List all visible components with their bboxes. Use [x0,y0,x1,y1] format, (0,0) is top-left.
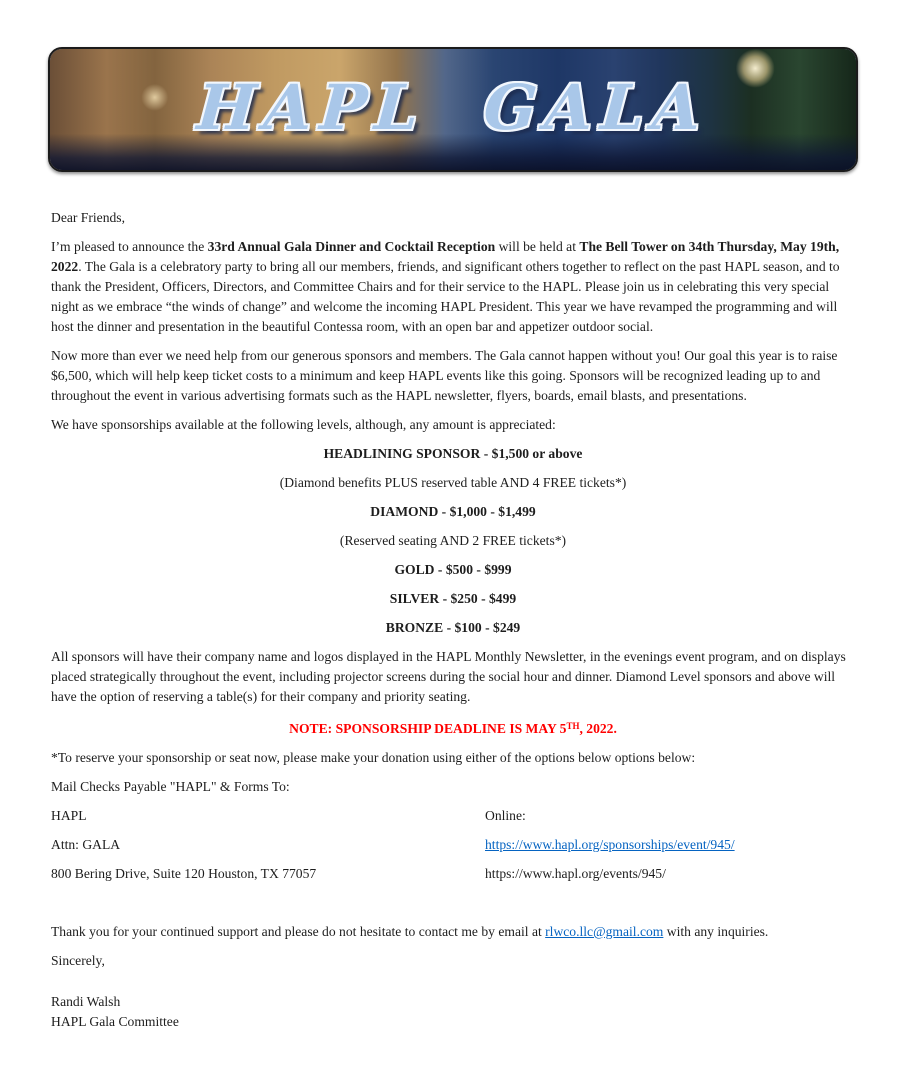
gala-banner-image [48,47,858,172]
mail-attn-line: Attn: GALA [51,837,121,852]
thank-you-text: with any inquiries. [663,924,769,939]
deadline-note-text: , 2022. [579,721,617,736]
deadline-note-text: NOTE: SPONSORSHIP DEADLINE IS MAY 5 [289,721,567,736]
signature-block [51,992,855,1032]
mail-org-name: HAPL [51,808,87,823]
intro-text: . The Gala is a celebratory party to bring all our members, friends, and significant others together to reflect on the past HAPL season, and to thank the President, Officers, Directors, and Committee Chairs and for their service to the HAPL. Please join us in celebrating this very special night as we embrace “the winds of change” and welcome the incoming HAPL President. This year we have revamped the programming and will host the dinner and presentation in the beautiful Contessa room, with an open bar and appetizer outdoor social. [51,259,840,334]
online-link-row [485,835,855,855]
deadline-note-superscript: TH [566,721,580,731]
closing: Sincerely, [51,953,105,968]
deadline-note [51,716,855,739]
signature-title: HAPL Gala Committee [51,1014,179,1029]
online-label: Online: [485,808,526,823]
level-gold: GOLD - $500 - $999 [394,562,512,577]
salutation: Dear Friends, [51,210,125,225]
level-headlining: HEADLINING SPONSOR - $1,500 or above [323,446,583,461]
level-bronze: BRONZE - $100 - $249 [385,620,521,635]
blank-line [51,893,855,922]
level-diamond-benefits: (Reserved seating AND 2 FREE tickets*) [339,533,567,548]
thank-you-paragraph [51,922,855,942]
letter-body [51,208,855,1041]
intro-paragraph [51,237,855,337]
sponsorship-link[interactable]: https://www.hapl.org/sponsorships/event/945/ [485,837,735,852]
reserve-instructions: *To reserve your sponsorship or seat now, please make your donation using either of the options below options below: [51,750,696,765]
level-headlining-benefits: (Diamond benefits PLUS reserved table AND 4 FREE tickets*) [279,475,627,490]
intro-text: I’m pleased to announce the [51,239,208,254]
level-diamond: DIAMOND - $1,000 - $1,499 [370,504,536,519]
payment-options-columns [51,806,855,893]
thank-you-text: Thank you for your continued support and please do not hesitate to contact me by email at [51,924,546,939]
blank-line [51,980,855,992]
recognition-paragraph: All sponsors will have their company name and logos displayed in the HAPL Monthly Newsletter, in the evenings event program, and on displays placed strategically throughout the event, including projector screens during the social hour and dinner. Diamond Level sponsors and above will have the option of reserving a table(s) for their company and priority seating. [51,649,846,704]
mail-checks-heading: Mail Checks Payable "HAPL" & Forms To: [51,779,290,794]
level-silver: SILVER - $250 - $499 [389,591,517,606]
event-name: 33rd Annual Gala Dinner and Cocktail Reception [207,239,496,254]
event-venue-date: The Bell Tower on 34th Thursday, May 19th, 2022 [51,239,840,274]
intro-text: will be held at [495,239,580,254]
banner-title: HAPL GALA [194,71,712,144]
mail-address-line: 800 Bering Drive, Suite 120 Houston, TX 77057 [51,866,317,881]
signature-name: Randi Walsh [51,994,121,1009]
levels-intro-paragraph: We have sponsorships available at the following levels, although, any amount is appreciated: [51,417,556,432]
events-url: https://www.hapl.org/events/945/ [485,866,666,881]
sponsors-need-paragraph: Now more than ever we need help from our generous sponsors and members. The Gala cannot happen without you! Our goal this year is to raise $6,500, which will help keep ticket costs to a minimum and keep HAPL events like this going. Sponsors will be recognized leading up to and throughout the event in various advertising formats such as the HAPL newsletter, flyers, boards, email blasts, and presentations. [51,348,838,403]
contact-email-link[interactable]: rlwco.llc@gmail.com [545,924,664,939]
